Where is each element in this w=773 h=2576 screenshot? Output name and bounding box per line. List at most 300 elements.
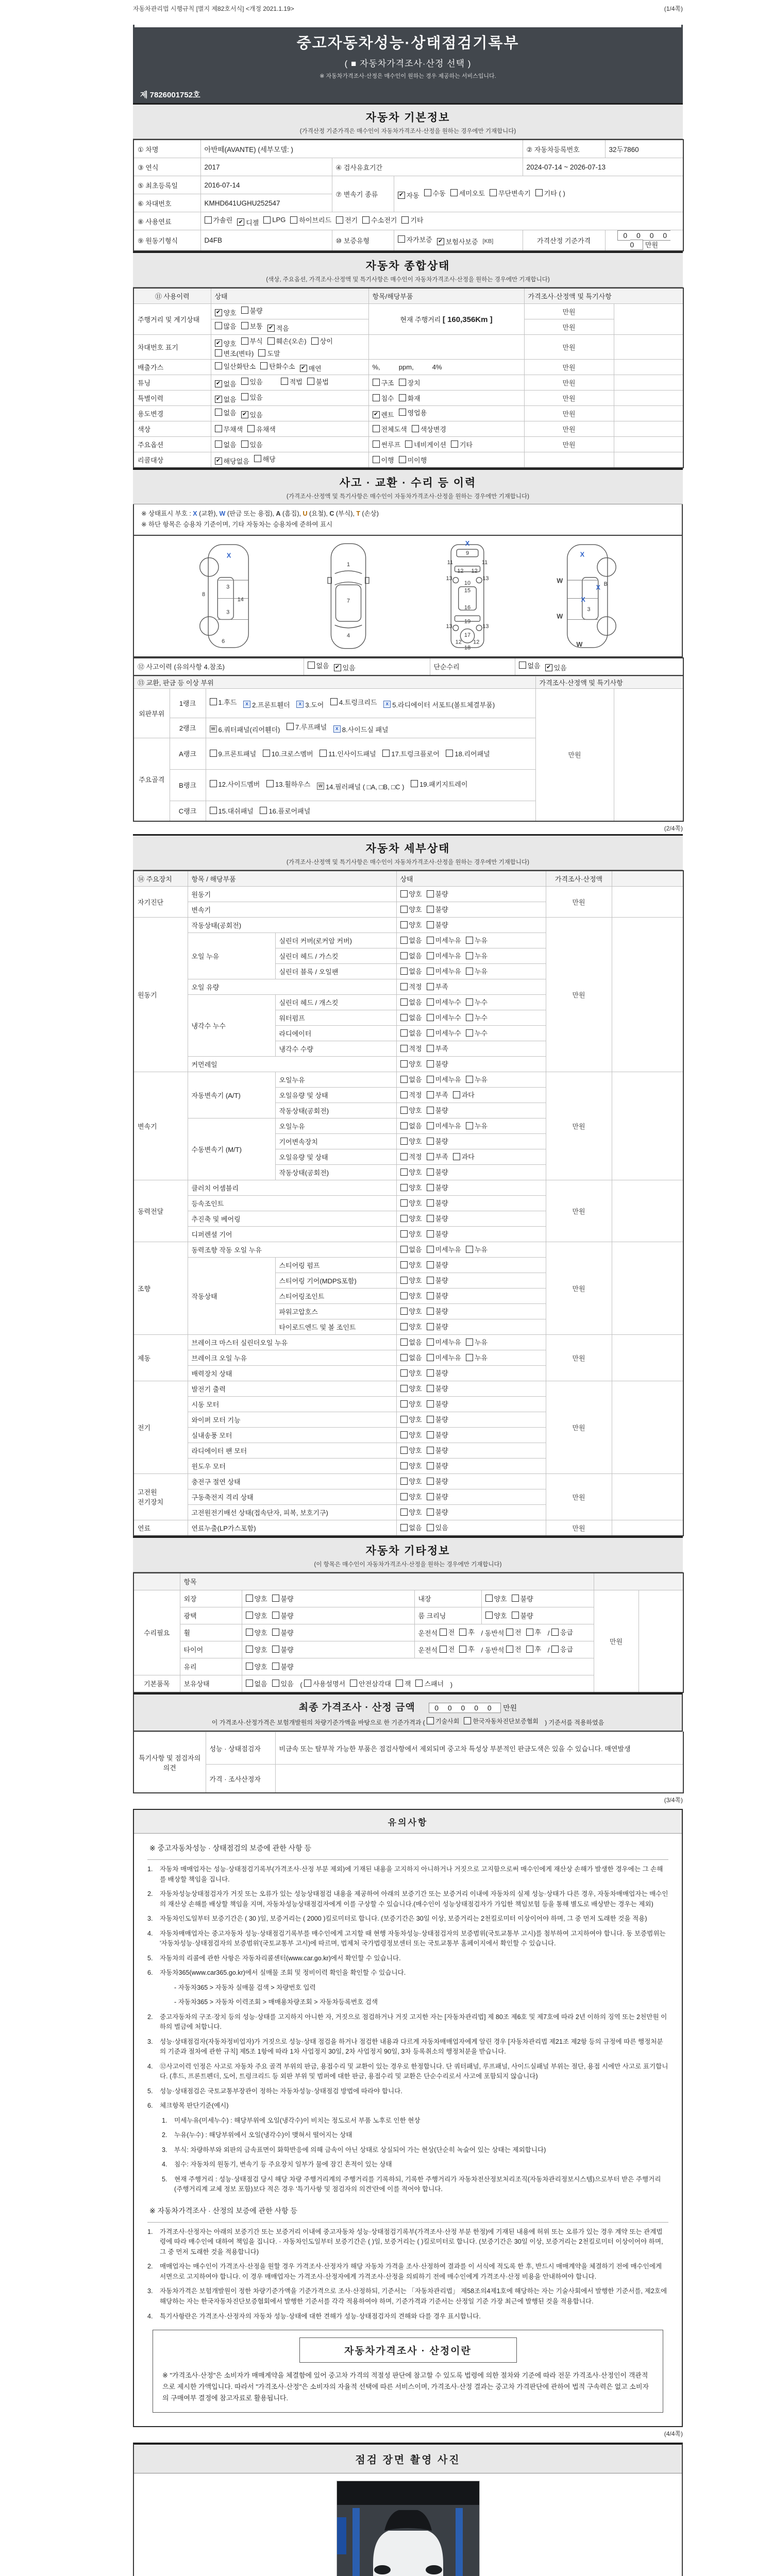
checkbox-불량[interactable]	[427, 1260, 448, 1269]
checkbox-box[interactable]: ✔	[437, 238, 444, 245]
checkbox-불량[interactable]	[427, 1275, 448, 1285]
checkbox-box[interactable]: ✔	[373, 411, 380, 418]
checkbox-응급[interactable]	[551, 1627, 573, 1637]
checkbox-누유[interactable]	[466, 1074, 488, 1084]
checkbox-box[interactable]	[427, 1199, 434, 1207]
checkbox-기술사회[interactable]	[427, 1717, 459, 1725]
checkbox-box[interactable]	[272, 1646, 279, 1653]
checkbox-box[interactable]	[272, 1612, 279, 1619]
checkbox-box[interactable]	[485, 1595, 493, 1602]
checkbox-부족[interactable]	[427, 1043, 448, 1053]
checkbox-box[interactable]	[400, 1338, 408, 1346]
checkbox-box[interactable]: ✔	[215, 396, 222, 403]
checkbox-불량[interactable]	[427, 1507, 448, 1517]
checkbox-무채색[interactable]	[215, 424, 243, 434]
checkbox-box[interactable]	[215, 425, 222, 432]
checkbox-기타[interactable]	[401, 215, 423, 225]
checkbox-box[interactable]	[400, 952, 408, 959]
checkbox-box[interactable]	[400, 1308, 408, 1315]
checkbox-box[interactable]	[400, 890, 408, 897]
checkbox-있음[interactable]	[545, 663, 567, 672]
panel-item-9[interactable]: 9.프론트패널	[210, 749, 257, 758]
checkbox-box[interactable]: ✔	[300, 365, 307, 372]
checkbox-양호[interactable]	[400, 1414, 422, 1424]
checkbox-box[interactable]	[246, 1663, 253, 1670]
checkbox-양호[interactable]	[485, 1611, 507, 1620]
checkbox-box[interactable]	[373, 379, 380, 386]
checkbox-box[interactable]	[427, 1215, 434, 1222]
checkbox-box[interactable]	[440, 1629, 447, 1636]
checkbox-불량[interactable]	[272, 1645, 294, 1654]
checkbox-LPG[interactable]	[263, 216, 285, 224]
checkbox-box[interactable]	[459, 1646, 466, 1653]
checkbox-누유[interactable]	[466, 966, 488, 976]
checkbox-box[interactable]	[281, 378, 288, 385]
checkbox-box[interactable]	[400, 1215, 408, 1222]
checkbox-불량[interactable]	[427, 1383, 448, 1393]
checkbox-누수[interactable]	[466, 997, 488, 1007]
checkbox-box[interactable]	[336, 216, 343, 224]
checkbox-보험사보증[interactable]	[437, 236, 478, 246]
checkbox-box[interactable]	[427, 1292, 434, 1299]
checkbox-양호[interactable]	[400, 1383, 422, 1393]
checkbox-전체도색[interactable]	[373, 424, 407, 434]
panel-item-2[interactable]: x 2.프론트휀더	[243, 700, 290, 709]
checkbox-box[interactable]	[506, 1646, 513, 1653]
checkbox-box[interactable]	[400, 968, 408, 975]
checkbox-기타 ( )[interactable]	[535, 188, 565, 198]
checkbox-box[interactable]: ✔	[241, 411, 248, 418]
checkbox-없음[interactable]	[215, 379, 237, 388]
checkbox-양호[interactable]	[400, 1275, 422, 1285]
checkbox-없음[interactable]	[400, 1337, 422, 1347]
checkbox-하이브리드[interactable]	[290, 215, 331, 225]
checkbox-부족[interactable]	[427, 1151, 448, 1161]
checkbox-스패너[interactable]	[415, 1679, 444, 1688]
checkbox-box[interactable]	[362, 216, 369, 224]
checkbox-box[interactable]	[427, 1076, 434, 1083]
checkbox-양호[interactable]	[246, 1628, 267, 1637]
checkbox-box[interactable]	[427, 1400, 434, 1408]
checkbox-box[interactable]	[535, 189, 543, 196]
checkbox-box[interactable]	[400, 1122, 408, 1129]
checkbox-box[interactable]	[427, 1246, 434, 1253]
checkbox-양호[interactable]	[400, 1368, 422, 1378]
checkbox-양호[interactable]	[400, 1321, 422, 1331]
checkbox-전[interactable]	[440, 1627, 455, 1637]
checkbox-box[interactable]	[485, 1612, 493, 1619]
checkbox-양호[interactable]	[246, 1611, 267, 1620]
checkbox-자가보증[interactable]	[398, 234, 432, 244]
checkbox-box[interactable]	[400, 1138, 408, 1145]
checkbox-있음[interactable]	[241, 392, 263, 402]
checkbox-양호[interactable]	[400, 1476, 422, 1486]
checkbox-box[interactable]	[412, 425, 419, 432]
checkbox-불량[interactable]	[427, 920, 448, 929]
checkbox-box[interactable]	[400, 1447, 408, 1454]
checkbox-box[interactable]	[427, 983, 434, 990]
checkbox-box[interactable]	[427, 1230, 434, 1238]
checkbox-box[interactable]	[427, 1323, 434, 1330]
checkbox-불량[interactable]	[272, 1662, 294, 1671]
checkbox-없음[interactable]	[519, 660, 541, 670]
checkbox-불량[interactable]	[427, 889, 448, 899]
checkbox-box[interactable]	[215, 349, 222, 357]
checkbox-한국자동차진단보증협회[interactable]	[464, 1717, 539, 1725]
checkbox-양호[interactable]	[400, 889, 422, 899]
checkbox-box[interactable]	[215, 362, 222, 369]
checkbox-box[interactable]	[427, 921, 434, 928]
checkbox-누유[interactable]	[466, 951, 488, 960]
checkbox-box[interactable]	[246, 1646, 253, 1653]
checkbox-box[interactable]	[400, 1045, 408, 1052]
checkbox-불량[interactable]	[427, 1461, 448, 1470]
checkbox-없음[interactable]	[400, 997, 422, 1007]
checkbox-미세누유[interactable]	[427, 935, 461, 945]
checkbox-없음[interactable]	[400, 1074, 422, 1084]
checkbox-누유[interactable]	[466, 1121, 488, 1130]
checkbox-없음[interactable]	[400, 935, 422, 945]
checkbox-양호[interactable]	[246, 1645, 267, 1654]
checkbox-불량[interactable]	[427, 1105, 448, 1115]
checkbox-box[interactable]	[400, 921, 408, 928]
checkbox-적음[interactable]	[267, 323, 289, 333]
checkbox-box[interactable]	[427, 1385, 434, 1392]
checkbox-box[interactable]: ✔	[215, 309, 222, 316]
checkbox-box[interactable]	[519, 662, 526, 669]
checkbox-box[interactable]	[451, 440, 458, 448]
checkbox-box[interactable]	[400, 1462, 408, 1469]
checkbox-box[interactable]	[427, 1153, 434, 1160]
checkbox-box[interactable]	[427, 890, 434, 897]
checkbox-box[interactable]	[272, 1595, 279, 1602]
checkbox-box[interactable]	[415, 1680, 423, 1687]
panel-item-12[interactable]: 12.사이드멤버	[210, 779, 260, 789]
panel-item-17[interactable]: 17.트렁크플로어	[382, 749, 439, 758]
checkbox-없음[interactable]	[400, 966, 422, 976]
checkbox-box[interactable]	[400, 1261, 408, 1268]
checkbox-box[interactable]	[400, 1416, 408, 1423]
checkbox-box[interactable]	[400, 1060, 408, 1067]
checkbox-양호[interactable]	[400, 920, 422, 929]
checkbox-box[interactable]	[427, 1122, 434, 1129]
checkbox-box[interactable]	[427, 1014, 434, 1021]
checkbox-box[interactable]	[466, 1076, 473, 1083]
checkbox-box[interactable]	[241, 440, 248, 448]
checkbox-가솔린[interactable]	[205, 215, 233, 225]
checkbox-box[interactable]: ✔	[398, 192, 405, 199]
checkbox-양호[interactable]	[400, 1507, 422, 1517]
checkbox-후[interactable]	[459, 1644, 475, 1654]
checkbox-box[interactable]	[551, 1629, 559, 1636]
checkbox-box[interactable]	[400, 1369, 408, 1377]
checkbox-box[interactable]	[466, 1029, 473, 1037]
checkbox-box[interactable]	[400, 1014, 408, 1021]
checkbox-box[interactable]	[427, 1493, 434, 1500]
checkbox-불량[interactable]	[272, 1594, 294, 1603]
checkbox-장치[interactable]	[399, 378, 421, 387]
checkbox-box[interactable]	[398, 235, 405, 243]
checkbox-수소전기[interactable]	[362, 215, 397, 225]
checkbox-box[interactable]	[512, 1595, 519, 1602]
checkbox-box[interactable]	[215, 440, 222, 448]
checkbox-불량[interactable]	[427, 1476, 448, 1486]
checkbox-불량[interactable]	[427, 1229, 448, 1239]
checkbox-탄화수소[interactable]	[260, 361, 295, 371]
checkbox-box[interactable]	[459, 1629, 466, 1636]
checkbox-없음[interactable]	[400, 1121, 422, 1130]
checkbox-box[interactable]	[466, 952, 473, 959]
checkbox-box[interactable]	[246, 1595, 253, 1602]
checkbox-box[interactable]	[466, 968, 473, 975]
checkbox-양호[interactable]	[400, 1136, 422, 1146]
checkbox-box[interactable]	[427, 1462, 434, 1469]
checkbox-없음[interactable]	[400, 1028, 422, 1038]
panel-item-7[interactable]: 7.루프패널	[287, 722, 327, 732]
checkbox-유채색[interactable]	[247, 424, 276, 434]
checkbox-불량[interactable]	[427, 1059, 448, 1069]
checkbox-자동[interactable]	[398, 190, 419, 200]
checkbox-box[interactable]	[241, 393, 248, 400]
checkbox-box[interactable]	[466, 998, 473, 1006]
checkbox-불량[interactable]	[427, 1321, 448, 1331]
checkbox-양호[interactable]	[400, 1059, 422, 1069]
checkbox-box[interactable]	[466, 1246, 473, 1253]
checkbox-box[interactable]	[466, 1014, 473, 1021]
checkbox-box[interactable]	[400, 937, 408, 944]
panel-item-16[interactable]: 16.플로어패널	[260, 806, 310, 816]
checkbox-box[interactable]	[272, 1629, 279, 1636]
checkbox-box[interactable]	[400, 1107, 408, 1114]
checkbox-네비게이션[interactable]	[405, 439, 446, 449]
panel-item-6[interactable]: w 6.쿼터패널(리어휀더)	[210, 724, 280, 734]
checkbox-누수[interactable]	[466, 1028, 488, 1038]
panel-item-5[interactable]: x 5.라디에이터 서포트(볼트체결부품)	[383, 700, 495, 709]
checkbox-기타[interactable]	[451, 439, 473, 449]
checkbox-누유[interactable]	[466, 1244, 488, 1254]
checkbox-box[interactable]	[450, 189, 458, 196]
checkbox-적정[interactable]	[400, 981, 422, 991]
checkbox-전[interactable]	[506, 1627, 522, 1637]
checkbox-침수[interactable]	[373, 393, 394, 403]
checkbox-전[interactable]	[506, 1644, 522, 1654]
checkbox-과다[interactable]	[453, 1090, 475, 1099]
checkbox-후[interactable]	[526, 1627, 542, 1637]
checkbox-box[interactable]	[373, 394, 380, 401]
checkbox-box[interactable]	[400, 906, 408, 913]
checkbox-양호[interactable]	[246, 1594, 267, 1603]
checkbox-불량[interactable]	[427, 1136, 448, 1146]
panel-item-15[interactable]: 15.대쉬패널	[210, 806, 254, 816]
checkbox-box[interactable]	[427, 1524, 434, 1531]
checkbox-box[interactable]	[400, 1076, 408, 1083]
checkbox-적정[interactable]	[400, 1043, 422, 1053]
checkbox-box[interactable]	[526, 1646, 533, 1653]
checkbox-미세누수[interactable]	[427, 1028, 461, 1038]
checkbox-많음[interactable]	[215, 321, 237, 331]
checkbox-불량[interactable]	[427, 1167, 448, 1177]
panel-item-8[interactable]: x 8.사이드실 패널	[333, 724, 389, 734]
checkbox-box[interactable]	[427, 1478, 434, 1485]
checkbox-불량[interactable]	[427, 1368, 448, 1378]
checkbox-양호[interactable]	[400, 1291, 422, 1300]
checkbox-있음[interactable]	[272, 1679, 294, 1688]
checkbox-훼손(오손)[interactable]	[267, 336, 307, 346]
checkbox-세미오토[interactable]	[450, 188, 485, 198]
checkbox-적법[interactable]	[281, 377, 303, 386]
checkbox-box[interactable]	[241, 307, 248, 314]
checkbox-box[interactable]	[400, 1199, 408, 1207]
checkbox-box[interactable]	[399, 379, 406, 386]
checkbox-box[interactable]	[427, 1168, 434, 1176]
checkbox-box[interactable]	[427, 1107, 434, 1114]
checkbox-수동[interactable]	[424, 188, 446, 198]
checkbox-해당[interactable]	[254, 454, 276, 464]
checkbox-화재[interactable]	[399, 393, 421, 403]
checkbox-디젤[interactable]	[237, 217, 259, 227]
checkbox-box[interactable]	[272, 1663, 279, 1670]
checkbox-box[interactable]: ✔	[267, 325, 275, 332]
checkbox-양호[interactable]	[400, 1182, 422, 1192]
checkbox-box[interactable]	[466, 1354, 473, 1361]
checkbox-색상변경[interactable]	[412, 424, 446, 434]
checkbox-box[interactable]: ✔	[215, 380, 222, 387]
checkbox-box[interactable]	[506, 1629, 513, 1636]
panel-item-10[interactable]: 10.크로스멤버	[263, 749, 313, 758]
checkbox-box[interactable]	[205, 216, 212, 224]
panel-item-13[interactable]: 13.휠하우스	[266, 779, 310, 789]
checkbox-box[interactable]	[466, 937, 473, 944]
checkbox-box[interactable]	[263, 216, 271, 224]
checkbox-양호[interactable]	[400, 904, 422, 914]
checkbox-box[interactable]: ✔	[215, 340, 222, 347]
checkbox-양호[interactable]	[400, 1306, 422, 1316]
checkbox-box[interactable]	[490, 189, 497, 196]
checkbox-영업용[interactable]	[399, 408, 427, 417]
checkbox-box[interactable]	[400, 1478, 408, 1485]
checkbox-미세누유[interactable]	[427, 1074, 461, 1084]
checkbox-미이행[interactable]	[399, 455, 427, 465]
checkbox-box[interactable]	[254, 455, 261, 462]
checkbox-이행[interactable]	[373, 455, 394, 465]
checkbox-부식[interactable]	[241, 336, 263, 346]
checkbox-양호[interactable]	[400, 1430, 422, 1439]
checkbox-box[interactable]	[399, 409, 406, 416]
checkbox-불량[interactable]	[427, 1198, 448, 1208]
checkbox-box[interactable]	[405, 440, 412, 448]
checkbox-box[interactable]	[246, 1629, 253, 1636]
checkbox-box[interactable]	[440, 1646, 447, 1653]
checkbox-미세누수[interactable]	[427, 997, 461, 1007]
checkbox-있음[interactable]	[241, 377, 263, 386]
checkbox-해당없음[interactable]	[215, 456, 249, 466]
checkbox-없음[interactable]	[246, 1679, 267, 1688]
checkbox-box[interactable]	[241, 378, 248, 385]
checkbox-구조[interactable]	[373, 378, 394, 387]
checkbox-box[interactable]: ✔	[545, 664, 552, 671]
checkbox-box[interactable]	[400, 983, 408, 990]
checkbox-양호[interactable]	[400, 1492, 422, 1501]
checkbox-없음[interactable]	[215, 439, 237, 449]
checkbox-일산화탄소[interactable]	[215, 361, 256, 371]
checkbox-box[interactable]	[400, 1493, 408, 1500]
checkbox-미세누유[interactable]	[427, 1352, 461, 1362]
checkbox-미세누유[interactable]	[427, 951, 461, 960]
checkbox-없음[interactable]	[308, 660, 329, 670]
checkbox-box[interactable]	[400, 1184, 408, 1191]
checkbox-없음[interactable]	[400, 1522, 422, 1532]
checkbox-양호[interactable]	[400, 1167, 422, 1177]
checkbox-불량[interactable]	[427, 1182, 448, 1192]
checkbox-box[interactable]	[400, 1400, 408, 1408]
checkbox-있음[interactable]	[334, 663, 356, 672]
checkbox-box[interactable]: ✔	[237, 218, 244, 226]
checkbox-box[interactable]	[400, 1385, 408, 1392]
checkbox-box[interactable]	[453, 1153, 460, 1160]
panel-item-14[interactable]: w 14.필러패널 ( □A, □B, □C )	[317, 782, 405, 791]
checkbox-양호[interactable]	[400, 1399, 422, 1409]
checkbox-없음[interactable]	[215, 394, 237, 404]
checkbox-box[interactable]	[399, 456, 406, 463]
checkbox-box[interactable]	[215, 322, 222, 329]
checkbox-불량[interactable]	[427, 1291, 448, 1300]
checkbox-양호[interactable]	[400, 1461, 422, 1470]
checkbox-도말[interactable]	[258, 348, 280, 358]
checkbox-box[interactable]	[350, 1680, 357, 1687]
checkbox-없음[interactable]	[400, 1012, 422, 1022]
checkbox-누수[interactable]	[466, 1012, 488, 1022]
checkbox-box[interactable]	[400, 1091, 408, 1098]
checkbox-box[interactable]	[400, 1230, 408, 1238]
checkbox-box[interactable]	[241, 322, 248, 329]
checkbox-box[interactable]	[526, 1629, 533, 1636]
checkbox-응급[interactable]	[551, 1644, 573, 1654]
checkbox-box[interactable]	[466, 1122, 473, 1129]
checkbox-양호[interactable]	[246, 1662, 267, 1671]
checkbox-불량[interactable]	[512, 1611, 533, 1620]
checkbox-불량[interactable]	[427, 1306, 448, 1316]
checkbox-적정[interactable]	[400, 1090, 422, 1099]
checkbox-미세누유[interactable]	[427, 1244, 461, 1254]
checkbox-box[interactable]	[427, 1416, 434, 1423]
checkbox-box[interactable]	[400, 1323, 408, 1330]
checkbox-매연[interactable]	[300, 363, 322, 373]
checkbox-box[interactable]	[512, 1612, 519, 1619]
panel-item-18[interactable]: 18.리어패널	[446, 749, 490, 758]
panel-item-1[interactable]: 1.후드	[210, 697, 237, 707]
checkbox-box[interactable]	[453, 1091, 460, 1098]
panel-item-11[interactable]: 11.인사이드패널	[320, 749, 376, 758]
checkbox-box[interactable]	[427, 1029, 434, 1037]
checkbox-불량[interactable]	[427, 1430, 448, 1439]
checkbox-양호[interactable]	[400, 1445, 422, 1455]
checkbox-미세누유[interactable]	[427, 1337, 461, 1347]
checkbox-미세누유[interactable]	[427, 966, 461, 976]
checkbox-box[interactable]	[272, 1680, 279, 1687]
checkbox-양호[interactable]	[400, 1105, 422, 1115]
checkbox-있음[interactable]	[427, 1522, 448, 1532]
checkbox-불량[interactable]	[427, 1414, 448, 1424]
checkbox-상이[interactable]	[311, 336, 333, 346]
checkbox-잭[interactable]	[396, 1679, 411, 1688]
checkbox-box[interactable]	[400, 1431, 408, 1438]
checkbox-box[interactable]	[400, 998, 408, 1006]
checkbox-누유[interactable]	[466, 1352, 488, 1362]
checkbox-적정[interactable]	[400, 1151, 422, 1161]
checkbox-불량[interactable]	[512, 1594, 533, 1603]
checkbox-box[interactable]	[258, 349, 265, 357]
checkbox-box[interactable]	[400, 1277, 408, 1284]
